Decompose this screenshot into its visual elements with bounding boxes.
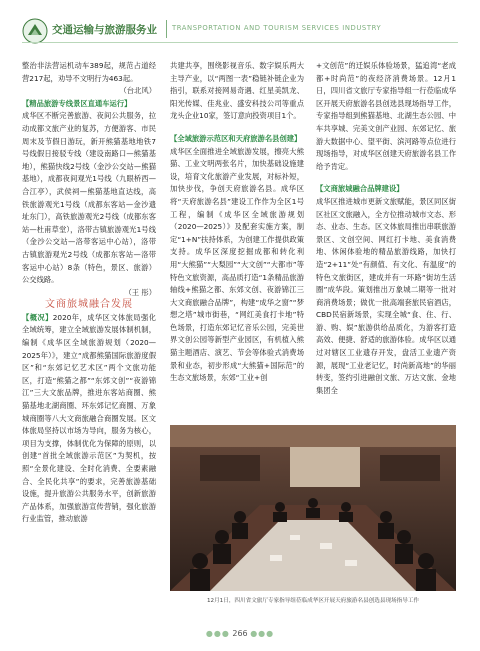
entry-heading: 【文商旅城融合品牌建设】	[316, 184, 404, 194]
column-middle	[170, 60, 304, 385]
page-number	[0, 629, 480, 638]
page-number-ornament-right: ●●●	[250, 629, 275, 638]
author-signature: （台北风）	[119, 86, 156, 96]
header-subtitle: TRANSPORTATION AND TOURISM SERVICES INDUSTRY	[172, 24, 382, 32]
header-rule	[22, 42, 458, 43]
paragraph: 成华区全面推进全域旅游发展，擦亮大熊猫、工业文明两张名片，加快基础设施建设，培育文化旅游产业发展，对标补短，加快步伐，争创天府旅游名县。成华区将“天府旅游名县”建设工作作为全区1号工程，编制《成华区全域旅游规划（2020—2025）》及配套实施方案，制定“1+N”扶持体系，为创建工作提供政策支持。成华区深度挖掘成都和转化利用“大熊猫”“大梨园”“大文创”“大都市”等特色文旅资源，高品质打造“1条精品旅游轴线+熊猫之都、东郊文创、夜游锦江三大文商旅融合品牌”，构建“成华之窗”“梦想之塔”城市街巷，“网红美食打卡地”特色场景，打造东郊记忆音乐公园，完美世界文创公园等新型产业园区，有机植入熊猫主题酒店、演艺、节会等体验式消费场景和业态，初步形成“大熊猫+国际范”的生态文旅场景，东郊“工业+创	[170, 146, 304, 383]
column-right	[316, 60, 456, 397]
paragraph: 整治非法营运机动车389起，规范占道经营217起，劝导不文明行为463起。	[22, 61, 156, 83]
column-left	[22, 60, 156, 526]
header-title: 交通运输与旅游服务业	[52, 24, 157, 36]
section-title: 文商旅城融合发展	[45, 299, 133, 311]
meeting-photo	[170, 425, 456, 591]
entry-tag: 【概况】	[22, 312, 53, 322]
page-header	[22, 10, 458, 50]
paragraph: 成华区不断完善旅游、夜间公共服务，拉动成都文旅产业的复苏，方便游客、市民周末及节假日游玩，新开熊猫基地地铁7号线假日接驳专线（建设南路口—熊猫基地），熊猫快线2号线（金沙公交站—熊猫基地），成都夜间观光1号线（九眼桥西—合江亭），武侯祠—熊猫基地直达线，高铁旅游观光1号线（成都东客站—金沙遗址东门），高铁旅游观光2号线（成都东客站—杜甫草堂），洛带古镇旅游观光1号线（金沙公交站—洛带客运中心站），洛带古镇旅游观光2号线（成都东客站—洛带客运中心站）8条（特色，景区、旅游）公交线路。	[22, 111, 156, 285]
page-number-text: 266	[232, 629, 248, 638]
yearbook-logo-icon	[22, 18, 48, 44]
paragraph: +文创范”的迁娱乐体验场景，猛追湾“老成都+时尚范”的夜经济消费场景。12月1日，四川省文旅厅专家指导组一行莅临成华区开展天府旅游名县创选县现场指导工作，专家指导组到熊猫基地、北湖生态公园、中车共享城、完美文创产业园、东郊记忆、旅游大数据中心、望平街、滨河路等点位进行现场指导，对成华区创建天府旅游名县工作给予肯定。	[316, 61, 456, 171]
paragraph: 共建共享，围绕影视音乐、数字娱乐两大主导产业，以“两图一表”稳链补链企业为指引，联系对接网易奇遇、红星美凯龙、阳光传媒、佳兆业、盛安科技公司等重点龙头企业10家，签订意向投资项目1个。	[170, 61, 304, 121]
author-signature: （王 彤）	[124, 287, 156, 297]
paragraph-text: 2020年，成华区文体旅局强化全域统筹，建立全域旅游发展体制机制，编制《成华区全域旅游规划（2020—2025年）》，建立“成都熊猫国际旅游度假区”和“东郊记忆艺术区”两个文旅功能区，打造“熊猫之都”“东郊文创”“夜游锦江”三大文旅品牌，推进东客站商圈、熊猫基地北湖商圈、环东郊记忆商圈、万象城商圈等八大文商旅融合商圈发展。区文体旅局坚持以市场为导向，服务为核心，项目为支撑，体制优化为保障的原则，以创建“首批全域旅游示范区”为契机，按照“全景化建设、全时化消费、全要素融合、全民化共享”的要求，完善旅游基础设施，提升旅游公共服务水平，创新旅游产品体系，加强旅游宣传营销，强化旅游行业监管，推动旅游	[22, 312, 156, 524]
paragraph	[22, 312, 156, 526]
entry-heading: 【全域旅游示范区和天府旅游名县创建】	[170, 133, 302, 143]
entry-heading: 【精品旅游专线景区直通车运行】	[22, 98, 132, 108]
header-divider	[166, 20, 167, 38]
paragraph: 成华区推进城市更新文旅赋能，景区同区街区社区文旅融入，全方位推动城市文态、形态、业态、生态。区文体旅局推出串联旅游景区、文创空间、网红打卡地、美食消费地、休闲体验地的精品旅游线路，加快打造“2+11”处“有颜值、有文化、有温度”的特色文旅街区，建成并有一环路“街坊生活圈”成华段。策划推出万象城二期等一批对商消费场景；做优一批高端套旅民宿酒店，CBD民宿新场景，实现全城“食、住、行、游、购、娱”旅游供给品质化，为游客打造高效、便捷、舒适的旅游体验。成华区以通过对辖区工业遗存开发，盘活工业遗产资源，展现“工业老记忆，时尚新高地”的华丽转变，签约引进融创文旅、万达文旅、金地集团全	[316, 196, 456, 395]
page-number-ornament-left: ●●●	[205, 629, 230, 638]
photo-caption: 12月1日，四川省文旅厅专家指导组莅临成华区开展天府旅游名县创选县现场指导工作	[206, 598, 420, 604]
meeting-room-illustration	[170, 425, 456, 591]
